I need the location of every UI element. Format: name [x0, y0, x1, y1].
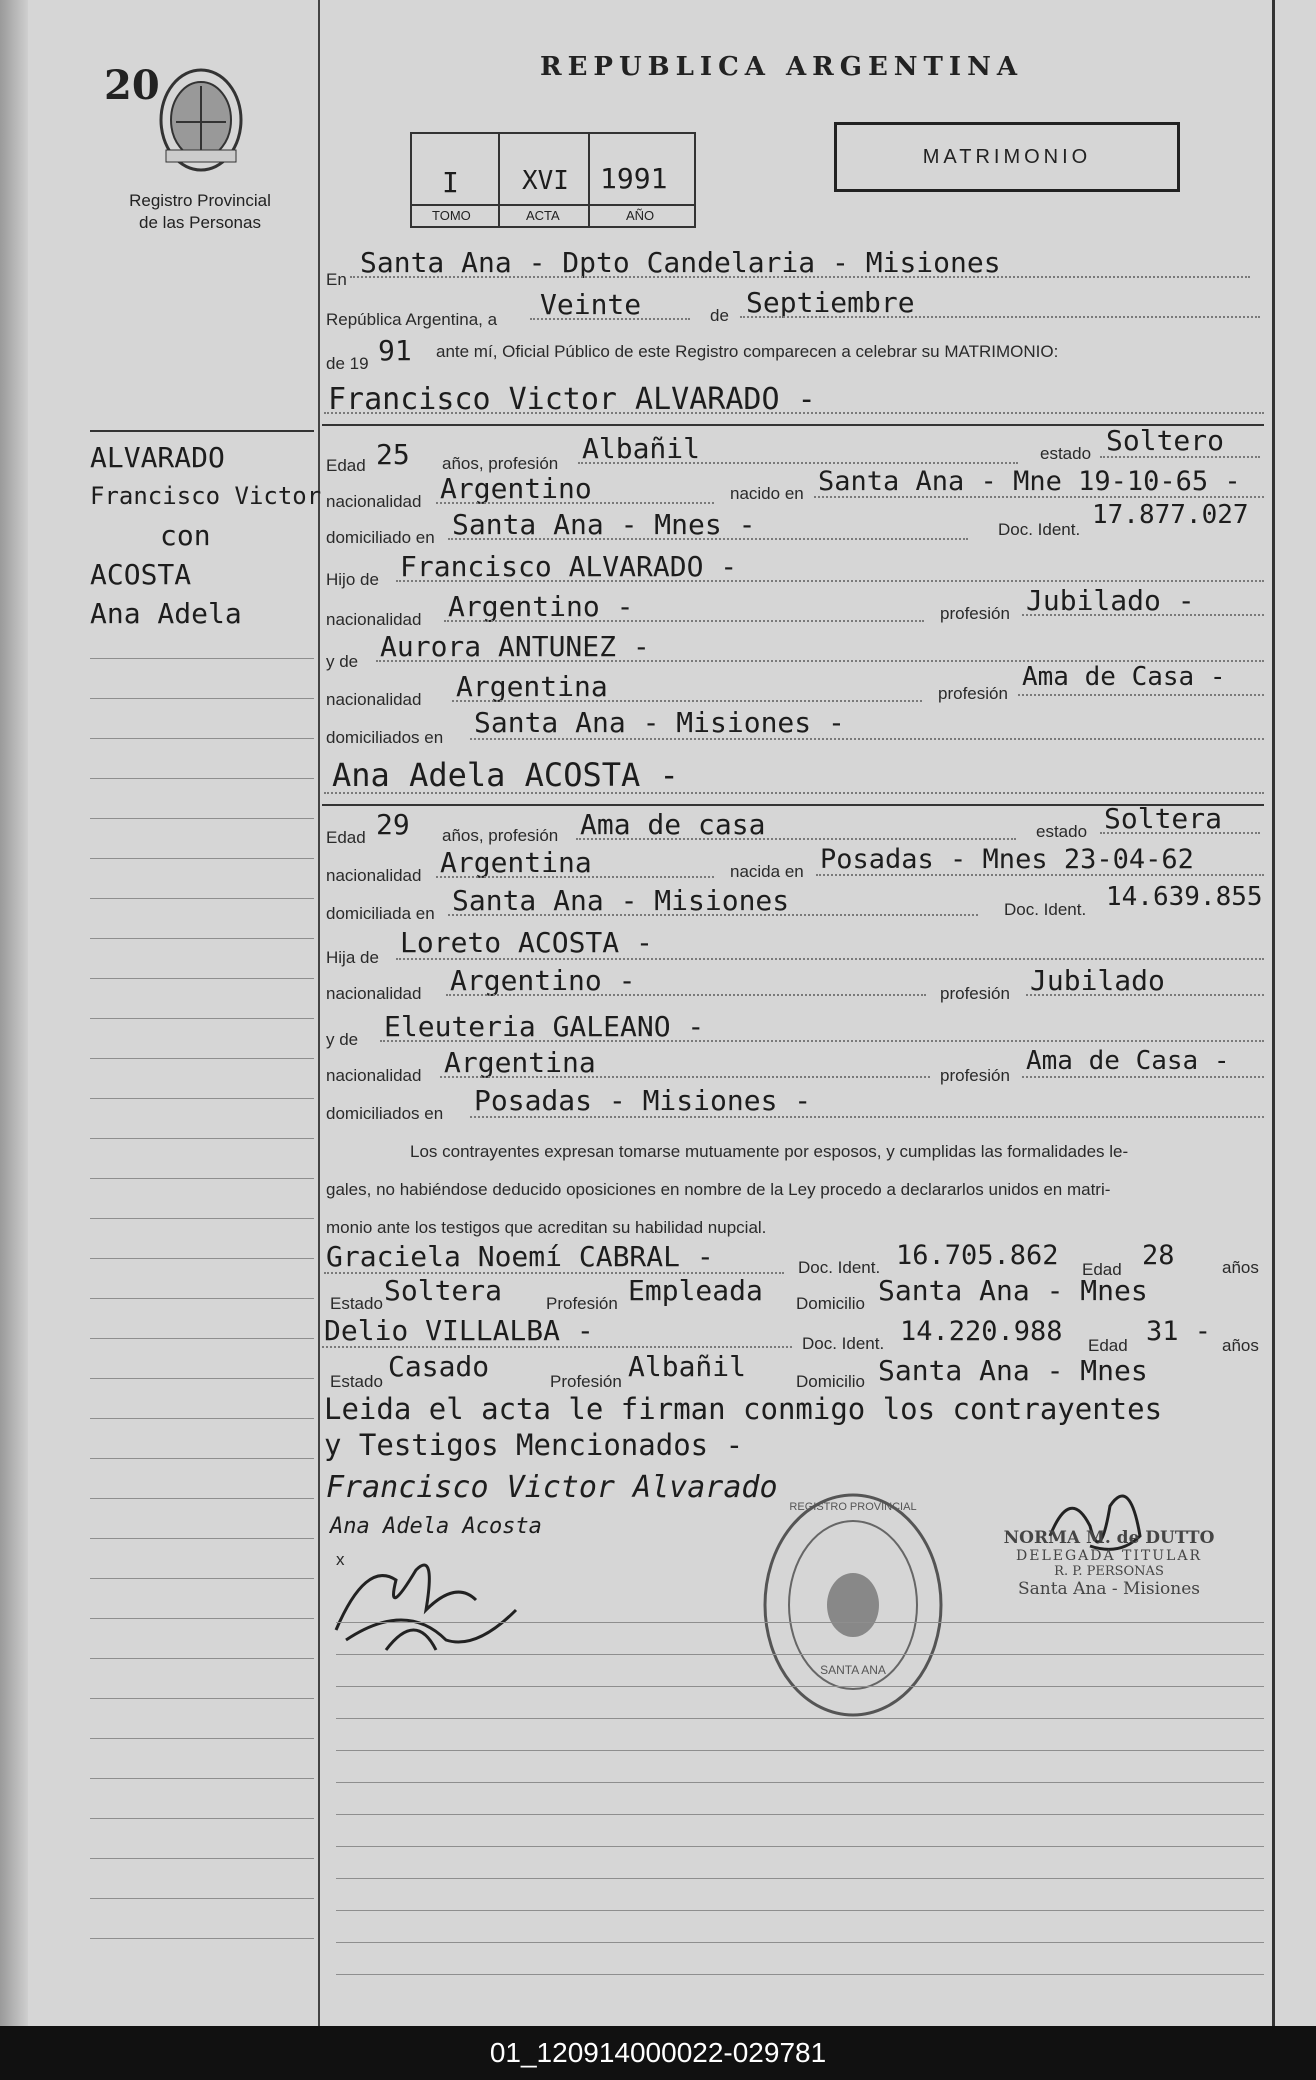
day-line — [530, 318, 690, 320]
margin-line: ACOSTA — [90, 558, 192, 591]
bride-father: Loreto ACOSTA - — [400, 926, 653, 959]
margin-rule — [90, 1138, 314, 1139]
registry-line-2: de las Personas — [139, 213, 261, 232]
bride-born: Posadas - Mnes 23-04-62 — [820, 844, 1194, 875]
body-rule — [336, 1846, 1264, 1847]
month-line — [740, 316, 1260, 318]
bride-born-label: nacida en — [730, 862, 804, 881]
acta-value: XVI — [522, 166, 569, 196]
groom-doc-label: Doc. Ident. — [998, 520, 1081, 539]
witness2-age-label: Edad — [1088, 1336, 1128, 1355]
groom-father-prof: Jubilado - — [1026, 584, 1195, 617]
witness1-status-label: Estado — [330, 1294, 383, 1313]
margin-rule — [90, 1778, 314, 1779]
witness1-doc-label: Doc. Ident. — [798, 1258, 881, 1277]
body-rule — [336, 1654, 1264, 1655]
witness2-dom-label: Domicilio — [796, 1372, 865, 1391]
witness1-doc: 16.705.862 — [896, 1240, 1059, 1271]
margin-line: ALVARADO — [90, 441, 225, 474]
ano-value: 1991 — [600, 162, 668, 195]
margin-rule — [90, 898, 314, 899]
margin-rule — [90, 1418, 314, 1419]
groom-nationality: Argentino — [440, 472, 592, 505]
witness-signatures-icon — [326, 1540, 536, 1660]
groom-prof-line — [578, 462, 1018, 464]
body-rule — [336, 1718, 1264, 1719]
groom-born: Santa Ana - Mne 19-10-65 - — [818, 466, 1241, 497]
witness2-doc-label: Doc. Ident. — [802, 1334, 885, 1353]
witness2-prof-label: Profesión — [550, 1372, 622, 1391]
bride-prof-label: años, profesión — [442, 826, 559, 845]
body-rule — [336, 1750, 1264, 1751]
bride-father-label: Hija de — [326, 948, 379, 967]
coat-of-arms-icon — [156, 66, 246, 174]
margin-rule — [90, 1938, 314, 1939]
witness2-status: Casado — [388, 1350, 490, 1383]
bride-name: Ana Adela ACOSTA - — [332, 756, 679, 794]
groom-parents-dom: Santa Ana - Misiones - — [474, 706, 845, 739]
official-block — [984, 1528, 1234, 1599]
bride-doc: 14.639.855 — [1106, 882, 1263, 912]
bride-age-label: Edad — [326, 828, 366, 847]
bride-mother-line — [380, 1040, 1264, 1042]
bride-prof-line — [576, 838, 1016, 840]
groom-profession: Albañil — [582, 432, 701, 465]
margin-rule — [90, 978, 314, 979]
margin-rule — [90, 658, 314, 659]
act-type-box: MATRIMONIO — [834, 122, 1180, 192]
bride-mother-label: y de — [326, 1030, 359, 1049]
body-rule — [336, 1974, 1264, 1975]
witness1-status: Soltera — [384, 1274, 503, 1307]
margin-rule — [90, 1618, 314, 1619]
bride-father-prof: Jubilado — [1030, 964, 1165, 997]
groom-born-label: nacido en — [730, 484, 804, 503]
bride-parents-dom: Posadas - Misiones - — [474, 1084, 812, 1117]
declaration-line-3: monio ante los testigos que acreditan su habilidad nupcial. — [326, 1218, 767, 1237]
groom-father-prof-line — [1022, 614, 1264, 616]
bride-status-label: estado — [1036, 822, 1088, 841]
en-label: En — [326, 270, 347, 289]
bride-father-line — [396, 958, 1264, 960]
body-rule — [336, 1782, 1264, 1783]
groom-father-line — [396, 580, 1264, 582]
bride-parents-dom-line — [470, 1116, 1264, 1118]
place-value: Santa Ana - Dpto Candelaria - Misiones — [360, 246, 1001, 279]
groom-name: Francisco Victor ALVARADO - — [328, 382, 816, 417]
bride-age: 29 — [376, 808, 410, 841]
witness2-name: Delio VILLALBA - — [324, 1314, 594, 1347]
margin-rule — [90, 818, 314, 819]
bride-signature: Ana Adela Acosta — [330, 1514, 542, 1539]
margin-rule — [90, 1098, 314, 1099]
margin-rule — [90, 1018, 314, 1019]
groom-mother: Aurora ANTUNEZ - — [380, 630, 650, 663]
bride-status-line — [1100, 832, 1260, 834]
registry-name — [110, 190, 290, 234]
margin-rule — [90, 1258, 314, 1259]
margin-top-rule — [90, 430, 314, 432]
bride-mother-prof: Ama de Casa - — [1026, 1046, 1230, 1076]
margin-rule — [90, 858, 314, 859]
margin-rule — [90, 1218, 314, 1219]
bride-mother-nat-line — [440, 1076, 930, 1078]
bride-doc-label: Doc. Ident. — [1004, 900, 1087, 919]
bride-parents-dom-label: domiciliados en — [326, 1104, 444, 1123]
margin-rule — [90, 1658, 314, 1659]
witness1-age-label: Edad — [1082, 1260, 1122, 1279]
bride-dom-line — [448, 914, 978, 916]
registry-line-1: Registro Provincial — [129, 191, 271, 210]
rep-label: República Argentina, a — [326, 310, 498, 329]
witness1-name: Graciela Noemí CABRAL - — [326, 1240, 714, 1273]
groom-status: Soltero — [1106, 424, 1225, 457]
acta-label: ACTA — [526, 208, 560, 223]
groom-dom-label: domiciliado en — [326, 528, 435, 547]
groom-name-line — [324, 412, 1264, 414]
groom-mother-nat-label: nacionalidad — [326, 690, 422, 709]
bride-nationality: Argentina — [440, 846, 592, 879]
signature-mark: x — [336, 1550, 345, 1569]
groom-mother-prof-line — [1018, 694, 1264, 696]
body-rule — [336, 1942, 1264, 1943]
margin-rule — [90, 1858, 314, 1859]
margin-rule — [90, 738, 314, 739]
margin-rule — [90, 1698, 314, 1699]
witness1-dom-label: Domicilio — [796, 1294, 865, 1313]
margin-rule — [90, 1058, 314, 1059]
groom-nat-line — [436, 502, 714, 504]
official-title: DELEGADA TITULAR — [1016, 1548, 1202, 1564]
bride-nat-line — [436, 876, 714, 878]
official-office: R. P. PERSONAS — [1054, 1564, 1164, 1579]
margin-rule — [90, 938, 314, 939]
official-name: NORMA M. de DUTTO — [1003, 1528, 1215, 1548]
witness2-name-line — [322, 1346, 792, 1348]
groom-parents-dom-line — [470, 738, 1264, 740]
margin-rule — [90, 778, 314, 779]
groom-prof-label: años, profesión — [442, 454, 559, 473]
witness1-domicile: Santa Ana - Mnes — [878, 1274, 1148, 1307]
margin-rule — [90, 1578, 314, 1579]
svg-text:SANTA ANA: SANTA ANA — [820, 1663, 886, 1677]
groom-status-label: estado — [1040, 444, 1092, 463]
groom-nat-label: nacionalidad — [326, 492, 422, 511]
witness1-age: 28 — [1142, 1240, 1175, 1271]
svg-text:REGISTRO PROVINCIAL: REGISTRO PROVINCIAL — [789, 1501, 917, 1513]
page-number: 20 — [104, 62, 160, 109]
declaration-line-1: Los contrayentes expresan tomarse mutuamente por esposos, y cumplidas las formalidades le- — [410, 1142, 1129, 1161]
bride-mother-prof-line — [1022, 1076, 1264, 1078]
witness2-profession: Albañil — [628, 1350, 747, 1383]
groom-dom-line — [448, 538, 968, 540]
margin-rule — [90, 1298, 314, 1299]
year-prefix: de 19 — [326, 354, 369, 373]
bride-father-prof-line — [1026, 994, 1264, 996]
witness2-age: 31 - — [1146, 1316, 1212, 1347]
margin-line: Francisco Victor — [90, 482, 322, 510]
groom-mother-label: y de — [326, 652, 359, 671]
ano-label: AÑO — [626, 208, 655, 223]
witness1-years-label: años — [1222, 1258, 1259, 1277]
groom-mother-nat: Argentina — [456, 670, 608, 703]
margin-rule — [90, 1538, 314, 1539]
place-line — [350, 276, 1250, 278]
groom-mother-nat-line — [452, 700, 922, 702]
body-rule — [336, 1910, 1264, 1911]
year-value: 91 — [378, 334, 412, 367]
volume-box — [410, 132, 696, 228]
groom-domicile: Santa Ana - Mnes - — [452, 508, 756, 541]
comparecen-text: ante mí, Oficial Público de este Registro comparecen a celebrar su MATRIMONIO: — [436, 342, 1059, 361]
margin-rule — [90, 1818, 314, 1819]
bride-mother-nat: Argentina — [444, 1046, 596, 1079]
margin-line: Ana Adela — [90, 597, 242, 630]
margin-divider — [318, 0, 320, 2026]
groom-age-label: Edad — [326, 456, 366, 475]
margin-rule — [90, 1338, 314, 1339]
body-rule — [336, 1878, 1264, 1879]
tomo-value: I — [442, 166, 459, 199]
margin-rule — [90, 1738, 314, 1739]
groom-born-line — [814, 496, 1264, 498]
bride-born-line — [816, 874, 1264, 876]
day-value: Veinte — [540, 288, 642, 321]
witness2-doc: 14.220.988 — [900, 1316, 1063, 1347]
body-rule — [336, 1622, 1264, 1623]
bride-mother-prof-label: profesión — [940, 1066, 1010, 1085]
bride-father-nat: Argentino - — [450, 964, 636, 997]
bride-father-prof-label: profesión — [940, 984, 1010, 1003]
groom-parents-dom-label: domiciliados en — [326, 728, 444, 747]
groom-doc: 17.877.027 — [1092, 500, 1249, 530]
witness2-domicile: Santa Ana - Mnes — [878, 1354, 1148, 1387]
bride-father-nat-label: nacionalidad — [326, 984, 422, 1003]
bride-father-nat-line — [446, 994, 926, 996]
body-rule — [336, 1814, 1264, 1815]
groom-father: Francisco ALVARADO - — [400, 550, 738, 583]
official-place: Santa Ana - Misiones — [1018, 1579, 1200, 1599]
bride-profession: Ama de casa — [580, 808, 766, 841]
witness1-prof-label: Profesión — [546, 1294, 618, 1313]
witness1-profession: Empleada — [628, 1274, 763, 1307]
country-title: REPUBLICA ARGENTINA — [540, 52, 1024, 82]
bride-dom-label: domiciliada en — [326, 904, 435, 923]
tomo-label: TOMO — [432, 208, 471, 223]
margin-rule — [90, 1178, 314, 1179]
closing-line-1: Leida el acta le firman conmigo los contrayentes — [324, 1392, 1163, 1426]
witness2-years-label: años — [1222, 1336, 1259, 1355]
closing-line-2: y Testigos Mencionados - — [324, 1428, 744, 1462]
bride-nat-label: nacionalidad — [326, 866, 422, 885]
body-rule — [336, 1686, 1264, 1687]
groom-age: 25 — [376, 438, 410, 471]
margin-rule — [90, 1458, 314, 1459]
margin-rule — [90, 698, 314, 699]
groom-father-nat-line — [444, 620, 924, 622]
month-value: Septiembre — [746, 286, 915, 319]
groom-father-nat: Argentino - — [448, 590, 634, 623]
groom-mother-prof: Ama de Casa - — [1022, 662, 1226, 692]
margin-rule — [90, 1898, 314, 1899]
bride-name-line — [324, 792, 1264, 794]
bride-domicile: Santa Ana - Misiones — [452, 884, 790, 917]
bride-status: Soltera — [1104, 802, 1223, 835]
right-page-edge — [1272, 0, 1275, 2026]
margin-note — [90, 438, 321, 633]
declaration-line-2: gales, no habiéndose deducido oposiciones en nombre de la Ley procedo a declararlos unidos en matri- — [326, 1180, 1111, 1199]
groom-father-label: Hijo de — [326, 570, 379, 589]
groom-father-nat-label: nacionalidad — [326, 610, 422, 629]
margin-rule — [90, 1378, 314, 1379]
groom-father-prof-label: profesión — [940, 604, 1010, 623]
groom-mother-prof-label: profesión — [938, 684, 1008, 703]
de-label: de — [710, 306, 729, 325]
bride-mother-nat-label: nacionalidad — [326, 1066, 422, 1085]
image-id-footer: 01_120914000022-029781 — [0, 2026, 1316, 2080]
bride-mother: Eleuteria GALEANO - — [384, 1010, 705, 1043]
witness2-status-label: Estado — [330, 1372, 383, 1391]
margin-line: con — [160, 519, 211, 552]
groom-signature: Francisco Victor Alvarado — [326, 1470, 778, 1505]
margin-rule — [90, 1498, 314, 1499]
groom-status-line — [1100, 456, 1260, 458]
